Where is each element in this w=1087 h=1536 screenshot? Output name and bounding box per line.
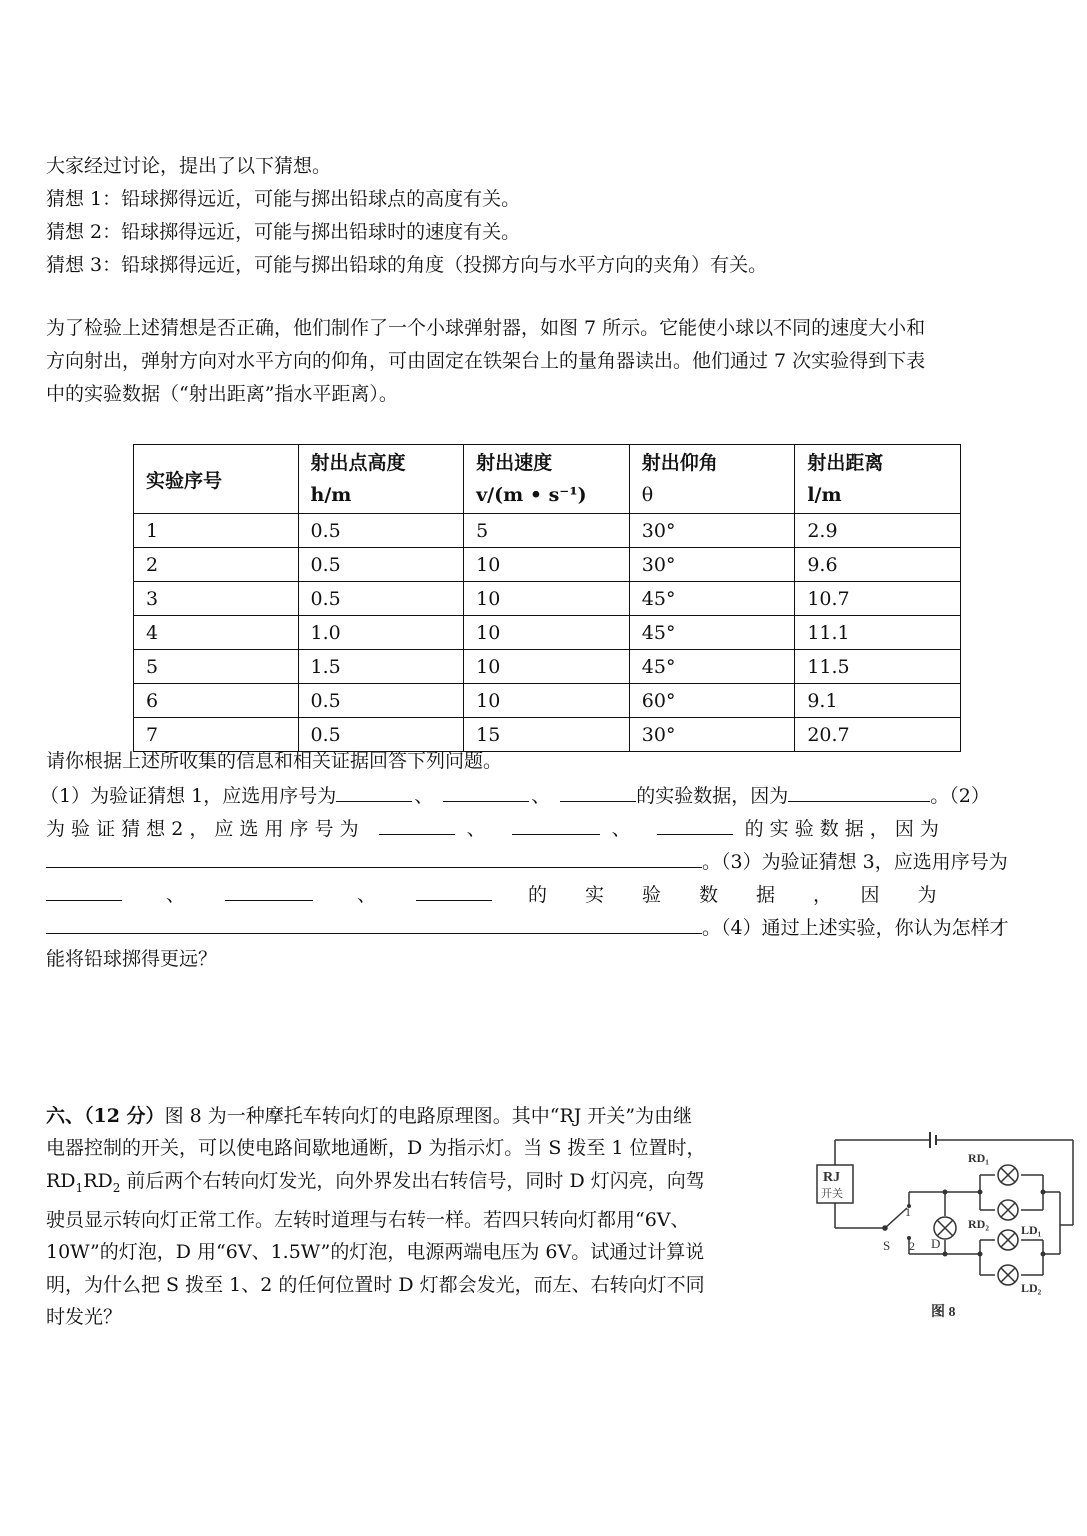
rd-label: RD: [83, 1169, 113, 1192]
separator: 、: [466, 818, 486, 840]
rj-sub-label: 开关: [821, 1188, 843, 1200]
rd1-label: RD₁: [968, 1151, 989, 1165]
answer-blank[interactable]: [46, 911, 702, 934]
table-cell: 9.6: [795, 548, 961, 582]
table-cell: 60°: [629, 684, 795, 718]
table-cell: 1.5: [298, 650, 464, 684]
table-cell: 6: [134, 684, 299, 718]
answer-blank[interactable]: [46, 878, 122, 901]
header-cell: [298, 445, 464, 514]
experiment-line-3: 中的实验数据（“射出距离”指水平距离）。: [46, 383, 398, 405]
header-label: 射出点高度: [310, 452, 406, 474]
q3-tail: 的 实 验 数 据 ， 因 为: [528, 884, 937, 906]
intro-line-1: 大家经过讨论，提出了以下猜想。: [46, 155, 332, 177]
table-cell: 0.5: [298, 548, 464, 582]
rd-sub: 2: [112, 1180, 121, 1195]
answer-blank[interactable]: [512, 812, 600, 835]
table-cell: 45°: [629, 616, 795, 650]
table-row: [134, 548, 961, 582]
table-cell: 5: [134, 650, 299, 684]
section-6-line-3: [46, 1165, 796, 1204]
table-cell: 45°: [629, 650, 795, 684]
q1-end: 。（2）: [930, 785, 990, 807]
question-2: [46, 812, 939, 844]
separator: 、: [531, 785, 551, 807]
question-3-blanks: [46, 878, 937, 910]
table-cell: 11.1: [795, 616, 961, 650]
header-label: 射出仰角: [641, 452, 718, 474]
table-header-row: [134, 445, 961, 514]
section-6-title: 六、（12 分）: [46, 1105, 165, 1127]
separator: 、: [414, 785, 434, 807]
table-row: [134, 684, 961, 718]
pos-2-label: 2: [909, 1239, 915, 1253]
table-cell: 3: [134, 582, 299, 616]
table-cell: 10: [464, 582, 630, 616]
table-cell: 1.0: [298, 616, 464, 650]
header-label: 射出距离: [807, 452, 884, 474]
table-cell: 0.5: [298, 582, 464, 616]
table-cell: 10: [464, 616, 630, 650]
table-cell: 10.7: [795, 582, 961, 616]
q2-mid: 的 实 验 数 据 ， 因 为: [744, 818, 939, 840]
answer-blank[interactable]: [46, 845, 702, 868]
section-6-line-7: 时发光？: [46, 1306, 123, 1329]
section-6: [46, 1100, 796, 1334]
pos-1-label: 1: [905, 1205, 911, 1219]
section-6-text: 前后两个右转向灯发光，向外界发出右转信号，同时 D 灯闪亮，向驾: [120, 1169, 705, 1192]
table-cell: 30°: [629, 718, 795, 752]
header-cell: [134, 445, 299, 514]
table-cell: 30°: [629, 548, 795, 582]
q2-prefix: 为 验 证 猜 想 2 ， 应 选 用 序 号 为: [46, 818, 359, 840]
q4-text: 。（4）通过上述实验，你认为怎样才: [702, 917, 1009, 939]
rd-label: RD: [46, 1169, 76, 1192]
answer-blank[interactable]: [379, 812, 455, 835]
header-unit: h/m: [310, 484, 352, 506]
table-cell: 0.5: [298, 514, 464, 548]
rd2-label: RD₂: [968, 1217, 989, 1231]
section-6-text: 图 8 为一种摩托车转向灯的电路原理图。其中“RJ 开关”为由继: [164, 1105, 693, 1127]
table-row: [134, 650, 961, 684]
section-6-line-4: 驶员显示转向灯正常工作。左转时道理与右转一样。若四只转向灯都用“6V、: [46, 1209, 690, 1232]
answer-blank[interactable]: [416, 878, 492, 901]
answer-blank[interactable]: [788, 779, 930, 802]
header-cell: [629, 445, 795, 514]
table-cell: 9.1: [795, 684, 961, 718]
q3-text: 。（3）为验证猜想 3，应选用序号为: [702, 851, 1008, 873]
table-cell: 10: [464, 650, 630, 684]
header-unit: v/(m • s⁻¹): [476, 484, 587, 506]
answer-blank[interactable]: [657, 812, 733, 835]
question-3-line: [46, 845, 1008, 877]
question-1: [40, 779, 990, 811]
experiment-data-table: [133, 444, 961, 752]
table-cell: 30°: [629, 514, 795, 548]
table-cell: 20.7: [795, 718, 961, 752]
section-6-line-2: 电器控制的开关，可以使电路间歇地通断，D 为指示灯。当 S 拨至 1 位置时，: [46, 1137, 706, 1160]
questions-lead: 请你根据上述所收集的信息和相关证据回答下列问题。: [46, 750, 503, 772]
intro-line-3: 猜想 2：铅球掷得远近，可能与掷出铅球时的速度有关。: [46, 221, 521, 243]
section-6-line-6: 明，为什么把 S 拨至 1、2 的任何位置时 D 灯都会发光，而左、右转向灯不同: [46, 1273, 705, 1296]
table-row: [134, 582, 961, 616]
intro-line-4: 猜想 3：铅球掷得远近，可能与掷出铅球的角度（投掷方向与水平方向的夹角）有关。: [46, 254, 768, 276]
answer-blank[interactable]: [336, 779, 412, 802]
q1-mid: 的实验数据，因为: [636, 785, 789, 807]
table-cell: 15: [464, 718, 630, 752]
table-cell: 45°: [629, 582, 795, 616]
intro-line-2: 猜想 1：铅球掷得远近，可能与掷出铅球点的高度有关。: [46, 188, 521, 210]
table-cell: 0.5: [298, 718, 464, 752]
rd-sub: 1: [75, 1180, 84, 1195]
section-6-line-1: [46, 1100, 796, 1132]
header-label: 实验序号: [146, 469, 223, 492]
table-cell: 4: [134, 616, 299, 650]
switch-s-label: S: [883, 1238, 891, 1253]
table-row: [134, 616, 961, 650]
header-label: 射出速度: [476, 452, 553, 474]
table-cell: 11.5: [795, 650, 961, 684]
table-body: [134, 514, 961, 752]
figure-8-caption: 图 8: [931, 1305, 956, 1320]
table-cell: 0.5: [298, 684, 464, 718]
answer-blank[interactable]: [225, 878, 313, 901]
header-unit: l/m: [807, 484, 842, 506]
table-cell: 5: [464, 514, 630, 548]
table-cell: 10: [464, 684, 630, 718]
separator: 、: [611, 818, 631, 840]
header-unit: θ: [641, 484, 654, 506]
rj-label: RJ: [823, 1170, 841, 1185]
experiment-line-2: 方向射出，弹射方向对水平方向的仰角，可由固定在铁架台上的量角器读出。他们通过 7 次实验得到下表: [46, 350, 926, 372]
table-cell: 1: [134, 514, 299, 548]
table-cell: 10: [464, 548, 630, 582]
answer-blank[interactable]: [443, 779, 529, 802]
table-cell: 2: [134, 548, 299, 582]
q1-prefix: （1）为验证猜想 1，应选用序号为: [40, 785, 337, 807]
ld1-label: LD₁: [1021, 1223, 1042, 1237]
table-cell: 7: [134, 718, 299, 752]
separator: 、: [357, 884, 377, 906]
lamp-d-label: D: [931, 1236, 941, 1251]
table-cell: 2.9: [795, 514, 961, 548]
ld2-label: LD₂: [1021, 1281, 1042, 1295]
question-4-tail: 能将铅球掷得更远？: [46, 948, 218, 970]
experiment-line-1: 为了检验上述猜想是否正确，他们制作了一个小球弹射器，如图 7 所示。它能使小球以不同的速度大小和: [46, 317, 926, 339]
header-cell: [464, 445, 630, 514]
figure-8-circuit: [805, 1130, 1080, 1325]
header-cell: [795, 445, 961, 514]
question-4-line: [46, 911, 1009, 943]
section-6-line-5: 10W”的灯泡，D 用“6V、1.5W”的灯泡，电源两端电压为 6V。试通过计算说: [46, 1241, 705, 1264]
separator: 、: [166, 884, 186, 906]
answer-blank[interactable]: [560, 779, 636, 802]
table-row: [134, 514, 961, 548]
